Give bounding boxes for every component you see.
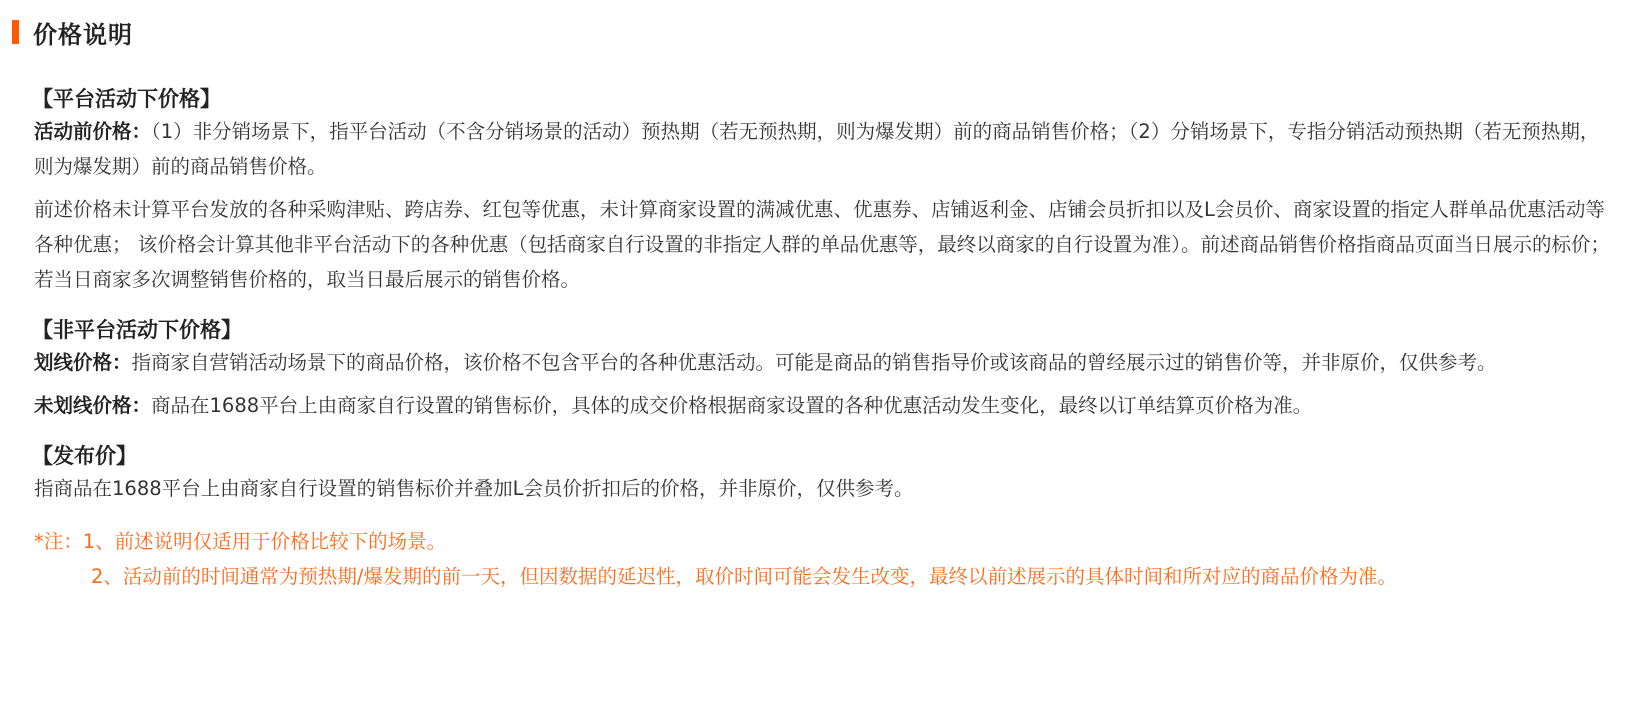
paragraph-price-calculation: 前述价格未计算平台发放的各种采购津贴、跨店券、红包等优惠，未计算商家设置的满减优惠、优惠券、店铺返利金、店铺会员折扣以及L会员价、商家设置的指定人群单品优惠活动等各种优惠； 该价格会计算其他非平台活动下的各种优惠（包括商家自行设置的非指定人群的单品优惠等，最终以商家的自行设置为准）。前述商品销售价格指商品页面当日展示的标价；若当日商家多次调整销售价格的，取当日最后展示的销售价格。 xyxy=(34,198,1610,291)
label-strikethrough-price: 划线价格： xyxy=(34,351,132,374)
section-title-platform: 【平台活动下价格】 xyxy=(32,86,221,111)
note-line-2: 2、活动前的时间通常为预热期/爆发期的前一天，但因数据的延迟性，取价时间可能会发生改变，最终以前述展示的具体时间和所对应的商品价格为准。 xyxy=(91,565,1397,588)
paragraph-non-strikethrough-price xyxy=(34,388,1614,423)
section-title-publish-price: 【发布价】 xyxy=(32,443,137,468)
label-non-strikethrough-price: 未划线价格： xyxy=(34,394,152,417)
paragraph-pre-activity-price xyxy=(34,114,1614,184)
accent-bar xyxy=(12,20,19,44)
price-explanation-content xyxy=(34,84,1614,594)
section-header xyxy=(12,14,133,50)
note-prefix: *注： xyxy=(34,530,83,553)
label-pre-activity-price: 活动前价格： xyxy=(34,120,152,143)
section-title-non-platform: 【非平台活动下价格】 xyxy=(32,317,242,342)
note-line-1 xyxy=(34,524,1614,559)
text-non-strikethrough-price: 商品在1688平台上由商家自行设置的销售标价，具体的成交价格根据商家设置的各种优惠活动发生变化，最终以订单结算页价格为准。 xyxy=(151,394,1313,417)
page-title: 价格说明 xyxy=(33,19,133,49)
text-strikethrough-price: 指商家自营销活动场景下的商品价格，该价格不包含平台的各种优惠活动。可能是商品的销售指导价或该商品的曾经展示过的销售价等，并非原价，仅供参考。 xyxy=(131,351,1497,374)
note-text-1: 1、前述说明仅适用于价格比较下的场景。 xyxy=(82,530,447,553)
text-pre-activity-price: （1）非分销场景下，指平台活动（不含分销场景的活动）预热期（若无预热期，则为爆发期）前的商品销售价格；（2）分销场景下，专指分销活动预热期（若无预热期，则为爆发期）前的商品销售价格。 xyxy=(34,120,1600,178)
paragraph-strikethrough-price xyxy=(34,345,1614,380)
paragraph-publish-price: 指商品在1688平台上由商家自行设置的销售标价并叠加L会员价折扣后的价格，并非原价，仅供参考。 xyxy=(34,477,914,500)
